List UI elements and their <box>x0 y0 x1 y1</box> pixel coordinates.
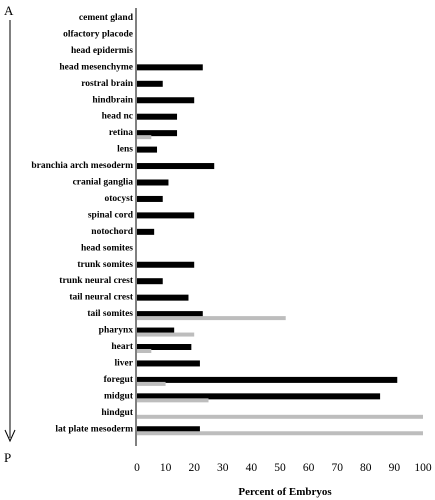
category-label: spinal cord <box>87 210 133 221</box>
category-label: trunk neural crest <box>59 276 133 287</box>
x-tick-label: 60 <box>302 462 315 474</box>
bar-black <box>137 377 397 383</box>
bar-grey <box>137 415 423 419</box>
category-label: hindgut <box>101 407 133 418</box>
bar-black <box>137 196 163 202</box>
category-label: pharynx <box>98 325 133 336</box>
posterior-label: P <box>4 450 12 465</box>
bar-black <box>137 262 194 268</box>
category-label: midgut <box>103 391 133 402</box>
bar-grey <box>137 349 151 353</box>
x-tick-label: 0 <box>134 462 140 474</box>
category-label: trunk somites <box>77 259 133 270</box>
x-tick-label: 100 <box>414 462 432 474</box>
x-tick-label: 10 <box>159 462 172 474</box>
category-label: head somites <box>81 243 133 254</box>
bar-black <box>137 229 154 235</box>
category-label: olfactory placode <box>63 29 133 40</box>
x-tick-label: 40 <box>245 462 258 474</box>
category-label: notochord <box>91 226 133 237</box>
category-label: cement gland <box>78 13 133 23</box>
bar-grey <box>137 431 423 435</box>
category-label: rostral brain <box>81 78 133 89</box>
bar-grey <box>137 382 166 386</box>
bar-black <box>137 278 163 284</box>
category-label: head mesenchyme <box>59 62 133 73</box>
category-label: head nc <box>101 111 133 122</box>
category-label: tail somites <box>87 309 133 320</box>
category-label: heart <box>111 342 133 352</box>
bar-grey <box>137 135 151 139</box>
bar-black <box>137 163 214 169</box>
x-tick-label: 20 <box>188 462 200 474</box>
bar-black <box>137 64 203 70</box>
category-label: lens <box>117 144 133 155</box>
category-labels <box>31 13 134 434</box>
anterior-label: A <box>4 3 14 18</box>
x-tick-label: 80 <box>360 462 372 474</box>
x-axis-title: Percent of Embryos <box>238 486 332 498</box>
bar-black <box>137 97 194 103</box>
bar-grey <box>137 316 286 320</box>
bar-black <box>137 295 188 301</box>
bar-black <box>137 114 177 120</box>
category-label: branchia arch mesoderm <box>31 161 133 172</box>
category-label: retina <box>108 128 133 139</box>
anterior-posterior-axis <box>4 3 15 465</box>
x-tick-label: 50 <box>274 462 286 474</box>
x-tick-label: 90 <box>388 462 401 474</box>
category-label: foregut <box>103 374 133 385</box>
bar-black <box>137 81 163 87</box>
bar-grey <box>137 333 194 337</box>
bar-black <box>137 180 168 186</box>
bar-black <box>137 147 157 153</box>
bar-black <box>137 360 200 366</box>
bars <box>137 64 423 435</box>
bar-black <box>137 212 194 218</box>
category-label: otocyst <box>104 193 133 204</box>
category-label: lat plate mesoderm <box>55 424 133 435</box>
x-tick-label: 70 <box>331 462 343 474</box>
category-label: hindbrain <box>92 95 133 106</box>
category-label: liver <box>114 358 133 369</box>
category-label: head epidermis <box>70 45 133 56</box>
category-label: cranial ganglia <box>72 177 133 188</box>
bar-grey <box>137 398 209 402</box>
x-tick-label: 30 <box>217 462 229 474</box>
x-tick-labels <box>134 462 432 474</box>
category-label: tail neural crest <box>69 292 133 303</box>
